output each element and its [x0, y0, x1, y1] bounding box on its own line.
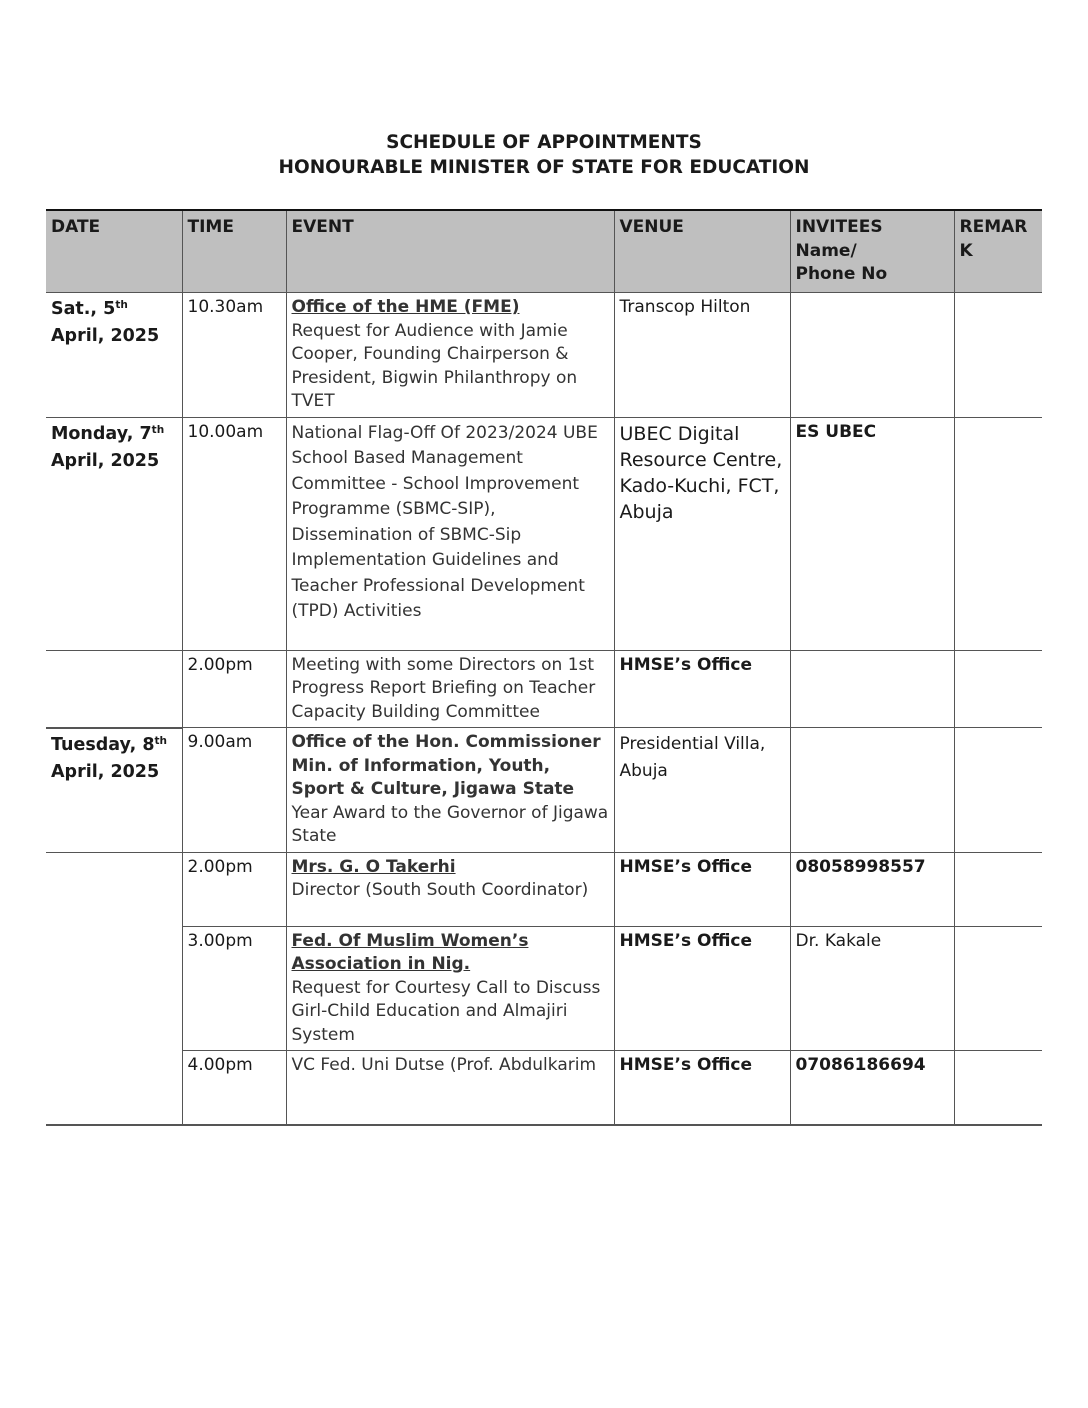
table-row	[46, 926, 1042, 1051]
invitees-cell: ES UBEC	[790, 417, 954, 650]
date-cell: Sat., 5th April, 2025	[46, 293, 182, 418]
invitees-cell: 07086186694	[790, 1051, 954, 1125]
table-row	[46, 852, 1042, 926]
time-cell: 10.30am	[182, 293, 286, 418]
event-description: National Flag-Off Of 2023/2024 UBE School Based Management Committee - School Improvement Programme (SBMC-SIP), Dissemination of SBMC-Sip Implementation Guidelines and Teacher Professional Development (TPD) Activities	[291, 422, 598, 621]
venue-cell: HMSE’s Office	[614, 852, 790, 926]
remark-cell	[954, 1051, 1042, 1125]
event-description: Year Award to the Governor of Jigawa State	[291, 802, 609, 846]
date-cell: Tuesday, 8th April, 2025	[46, 728, 182, 853]
header-time: TIME	[182, 210, 286, 293]
venue-cell: HMSE’s Office	[614, 650, 790, 728]
table-row	[46, 650, 1042, 728]
remark-cell	[954, 926, 1042, 1051]
time-cell: 3.00pm	[182, 926, 286, 1051]
remark-cell	[954, 417, 1042, 650]
time-cell: 2.00pm	[182, 650, 286, 728]
table-row	[46, 728, 1042, 853]
date-cell	[46, 852, 182, 926]
event-cell	[286, 1051, 614, 1125]
event-title: Office of the HME (FME)	[291, 297, 520, 317]
date-cell: Monday, 7th April, 2025	[46, 417, 182, 650]
time-cell: 10.00am	[182, 417, 286, 650]
event-description: Request for Audience with Jamie Cooper, Founding Chairperson & President, Bigwin Philanthropy on TVET	[291, 320, 578, 411]
event-cell	[286, 417, 614, 650]
date-cell	[46, 650, 182, 728]
header-date: DATE	[46, 210, 182, 293]
invitees-cell	[790, 650, 954, 728]
date-cell	[46, 1051, 182, 1125]
time-cell: 2.00pm	[182, 852, 286, 926]
header-event: EVENT	[286, 210, 614, 293]
time-cell: 9.00am	[182, 728, 286, 853]
event-title: Fed. Of Muslim Women’s Association in Nig.	[291, 930, 529, 974]
venue-cell: HMSE’s Office	[614, 1051, 790, 1125]
event-cell	[286, 728, 614, 853]
event-description: VC Fed. Uni Dutse (Prof. Abdulkarim	[291, 1055, 597, 1075]
time-cell: 4.00pm	[182, 1051, 286, 1125]
remark-cell	[954, 852, 1042, 926]
invitees-cell: 08058998557	[790, 852, 954, 926]
invitees-cell	[790, 293, 954, 418]
document-title	[0, 130, 1088, 180]
event-cell	[286, 852, 614, 926]
title-line-2: HONOURABLE MINISTER OF STATE FOR EDUCATION	[278, 157, 810, 178]
event-description: Meeting with some Directors on 1st Progress Report Briefing on Teacher Capacity Building Committee	[291, 654, 596, 722]
venue-cell: HMSE’s Office	[614, 926, 790, 1051]
event-cell	[286, 926, 614, 1051]
event-title: Office of the Hon. Commissioner Min. of Information, Youth, Sport & Culture, Jigawa State	[291, 732, 601, 799]
event-title: Mrs. G. O Takerhi	[291, 856, 456, 877]
remark-cell	[954, 728, 1042, 853]
event-cell	[286, 293, 614, 418]
event-description: Request for Courtesy Call to Discuss Girl-Child Education and Almajiri System	[291, 977, 601, 1045]
title-line-1: SCHEDULE OF APPOINTMENTS	[386, 132, 702, 153]
table-row	[46, 1051, 1042, 1125]
event-cell	[286, 650, 614, 728]
header-invitees: INVITEES Name/ Phone No	[790, 210, 954, 293]
schedule-table	[46, 209, 1042, 1126]
header-remark: REMAR K	[954, 210, 1042, 293]
date-cell	[46, 926, 182, 1051]
venue-cell: UBEC Digital Resource Centre, Kado-Kuchi, FCT, Abuja	[614, 417, 790, 650]
table-row	[46, 417, 1042, 650]
invitees-cell	[790, 728, 954, 853]
remark-cell	[954, 650, 1042, 728]
venue-cell: Presidential Villa, Abuja	[614, 728, 790, 853]
venue-cell: Transcop Hilton	[614, 293, 790, 418]
event-description: Director (South South Coordinator)	[291, 880, 589, 900]
invitees-cell: Dr. Kakale	[790, 926, 954, 1051]
remark-cell	[954, 293, 1042, 418]
header-venue: VENUE	[614, 210, 790, 293]
table-row	[46, 293, 1042, 418]
header-row	[46, 210, 1042, 293]
